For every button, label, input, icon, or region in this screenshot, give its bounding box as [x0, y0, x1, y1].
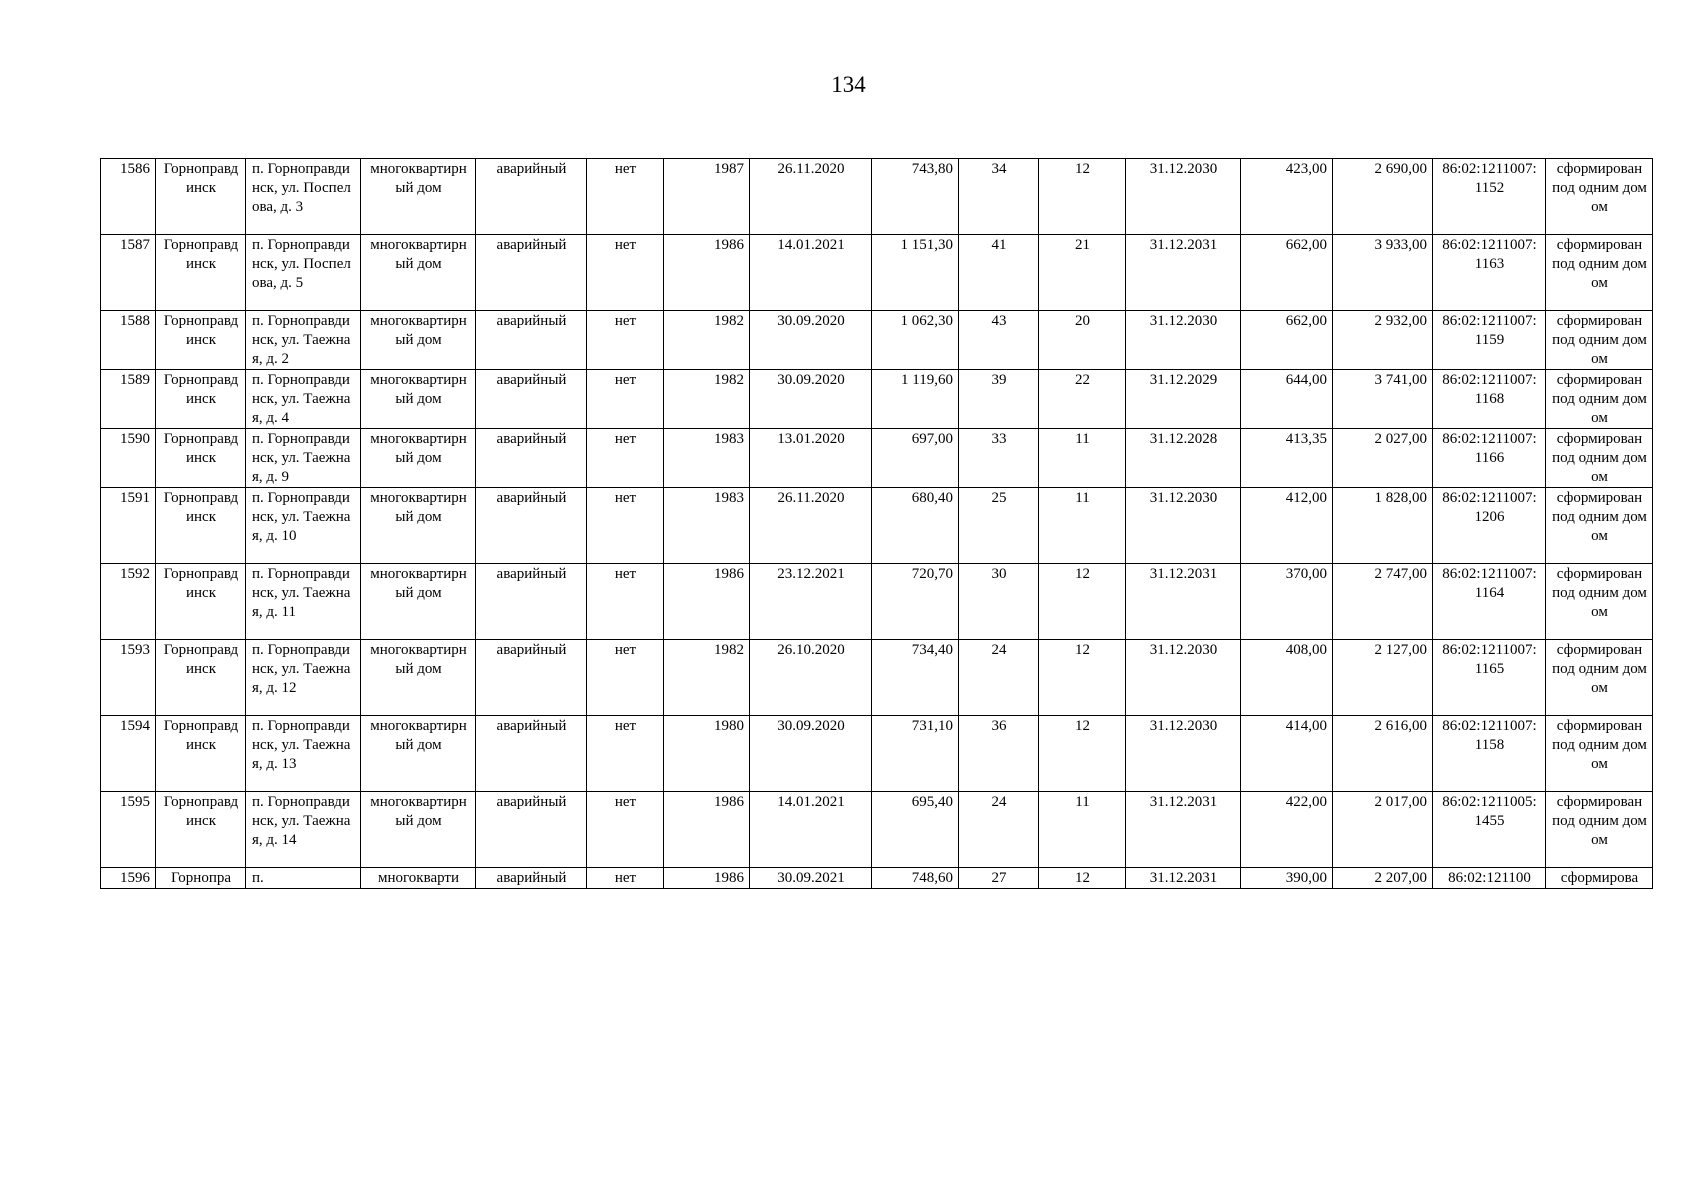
condition-cell: аварийный: [476, 716, 587, 792]
cadastral-number-cell: 86:02:1211007:1158: [1433, 716, 1546, 792]
build-year-cell: 1980: [664, 716, 750, 792]
row-number: 1586: [101, 159, 156, 235]
row-number: 1592: [101, 564, 156, 640]
table-row: [101, 488, 1653, 564]
condition-cell: аварийный: [476, 564, 587, 640]
build-year-cell: 1982: [664, 370, 750, 429]
building-type-cell: многоквартирный дом: [361, 159, 476, 235]
build-year-cell: 1986: [664, 792, 750, 868]
volume-cell: 2 932,00: [1333, 311, 1433, 370]
settlement-cell: Горноправдинск: [156, 429, 246, 488]
flag-cell: нет: [587, 488, 664, 564]
residents-cell: 30: [959, 564, 1039, 640]
volume-cell: 3 933,00: [1333, 235, 1433, 311]
build-year-cell: 1986: [664, 868, 750, 889]
settlement-cell: Горноправдинск: [156, 564, 246, 640]
table-row: [101, 159, 1653, 235]
area2-cell: 662,00: [1241, 311, 1333, 370]
settlement-cell: Горноправдинск: [156, 235, 246, 311]
address-cell: п. Горноправдинск, ул. Таежная, д. 11: [246, 564, 361, 640]
cadastral-number-cell: 86:02:1211007:1166: [1433, 429, 1546, 488]
volume-cell: 2 207,00: [1333, 868, 1433, 889]
condition-cell: аварийный: [476, 311, 587, 370]
table-row: [101, 429, 1653, 488]
note-cell: сформирован под одним домом: [1546, 792, 1653, 868]
building-type-cell: многокварти: [361, 868, 476, 889]
area-cell: 748,60: [872, 868, 959, 889]
volume-cell: 2 127,00: [1333, 640, 1433, 716]
note-cell: сформирова: [1546, 868, 1653, 889]
row-number: 1594: [101, 716, 156, 792]
row-number: 1593: [101, 640, 156, 716]
row-number: 1595: [101, 792, 156, 868]
units-cell: 21: [1039, 235, 1126, 311]
condition-cell: аварийный: [476, 370, 587, 429]
flag-cell: нет: [587, 370, 664, 429]
residents-cell: 41: [959, 235, 1039, 311]
row-number: 1596: [101, 868, 156, 889]
note-cell: сформирован под одним домом: [1546, 564, 1653, 640]
area2-cell: 390,00: [1241, 868, 1333, 889]
recognition-date-cell: 14.01.2021: [750, 235, 872, 311]
flag-cell: нет: [587, 429, 664, 488]
residents-cell: 24: [959, 640, 1039, 716]
recognition-date-cell: 26.11.2020: [750, 488, 872, 564]
row-number: 1588: [101, 311, 156, 370]
flag-cell: нет: [587, 792, 664, 868]
recognition-date-cell: 30.09.2020: [750, 311, 872, 370]
deadline-cell: 31.12.2029: [1126, 370, 1241, 429]
area-cell: 734,40: [872, 640, 959, 716]
condition-cell: аварийный: [476, 488, 587, 564]
build-year-cell: 1982: [664, 311, 750, 370]
table-row: [101, 640, 1653, 716]
recognition-date-cell: 30.09.2020: [750, 716, 872, 792]
residents-cell: 24: [959, 792, 1039, 868]
deadline-cell: 31.12.2031: [1126, 235, 1241, 311]
units-cell: 12: [1039, 564, 1126, 640]
note-cell: сформирован под одним домом: [1546, 640, 1653, 716]
deadline-cell: 31.12.2030: [1126, 159, 1241, 235]
area-cell: 680,40: [872, 488, 959, 564]
address-cell: п. Горноправдинск, ул. Таежная, д. 9: [246, 429, 361, 488]
area-cell: 1 119,60: [872, 370, 959, 429]
settlement-cell: Горноправдинск: [156, 370, 246, 429]
deadline-cell: 31.12.2030: [1126, 640, 1241, 716]
deadline-cell: 31.12.2030: [1126, 488, 1241, 564]
flag-cell: нет: [587, 311, 664, 370]
flag-cell: нет: [587, 640, 664, 716]
table-row: [101, 792, 1653, 868]
residents-cell: 25: [959, 488, 1039, 564]
address-cell: п. Горноправдинск, ул. Таежная, д. 2: [246, 311, 361, 370]
deadline-cell: 31.12.2030: [1126, 716, 1241, 792]
volume-cell: 1 828,00: [1333, 488, 1433, 564]
flag-cell: нет: [587, 716, 664, 792]
units-cell: 11: [1039, 429, 1126, 488]
address-cell: п. Горноправдинск, ул. Таежная, д. 10: [246, 488, 361, 564]
address-cell: п. Горноправдинск, ул. Таежная, д. 14: [246, 792, 361, 868]
area-cell: 720,70: [872, 564, 959, 640]
cadastral-number-cell: 86:02:1211007:1152: [1433, 159, 1546, 235]
residents-cell: 34: [959, 159, 1039, 235]
note-cell: сформирован под одним домом: [1546, 429, 1653, 488]
settlement-cell: Горноправдинск: [156, 311, 246, 370]
area2-cell: 423,00: [1241, 159, 1333, 235]
building-type-cell: многоквартирный дом: [361, 429, 476, 488]
deadline-cell: 31.12.2031: [1126, 792, 1241, 868]
table-row: [101, 311, 1653, 370]
area-cell: 695,40: [872, 792, 959, 868]
table-row: [101, 716, 1653, 792]
area2-cell: 408,00: [1241, 640, 1333, 716]
note-cell: сформирован под одним домом: [1546, 370, 1653, 429]
settlement-cell: Горноправдинск: [156, 716, 246, 792]
note-cell: сформирован под одним домом: [1546, 235, 1653, 311]
flag-cell: нет: [587, 235, 664, 311]
table-row: [101, 235, 1653, 311]
recognition-date-cell: 26.10.2020: [750, 640, 872, 716]
building-type-cell: многоквартирный дом: [361, 792, 476, 868]
area2-cell: 644,00: [1241, 370, 1333, 429]
area-cell: 731,10: [872, 716, 959, 792]
cadastral-number-cell: 86:02:1211007:1165: [1433, 640, 1546, 716]
row-number: 1589: [101, 370, 156, 429]
build-year-cell: 1986: [664, 564, 750, 640]
flag-cell: нет: [587, 564, 664, 640]
area2-cell: 413,35: [1241, 429, 1333, 488]
page-number: 134: [831, 72, 866, 97]
residents-cell: 27: [959, 868, 1039, 889]
flag-cell: нет: [587, 868, 664, 889]
cadastral-number-cell: 86:02:121100: [1433, 868, 1546, 889]
build-year-cell: 1987: [664, 159, 750, 235]
building-type-cell: многоквартирный дом: [361, 235, 476, 311]
row-number: 1587: [101, 235, 156, 311]
cadastral-number-cell: 86:02:1211007:1163: [1433, 235, 1546, 311]
units-cell: 12: [1039, 716, 1126, 792]
address-cell: п. Горноправдинск, ул. Поспелова, д. 3: [246, 159, 361, 235]
building-type-cell: многоквартирный дом: [361, 640, 476, 716]
settlement-cell: Горноправдинск: [156, 792, 246, 868]
settlement-cell: Горнопра: [156, 868, 246, 889]
settlement-cell: Горноправдинск: [156, 488, 246, 564]
volume-cell: 2 017,00: [1333, 792, 1433, 868]
address-cell: п. Горноправдинск, ул. Таежная, д. 13: [246, 716, 361, 792]
area2-cell: 662,00: [1241, 235, 1333, 311]
address-cell: п. Горноправдинск, ул. Таежная, д. 4: [246, 370, 361, 429]
address-cell: п. Горноправдинск, ул. Таежная, д. 12: [246, 640, 361, 716]
residents-cell: 43: [959, 311, 1039, 370]
deadline-cell: 31.12.2031: [1126, 868, 1241, 889]
area-cell: 743,80: [872, 159, 959, 235]
units-cell: 12: [1039, 640, 1126, 716]
area-cell: 697,00: [872, 429, 959, 488]
note-cell: сформирован под одним домом: [1546, 488, 1653, 564]
housing-registry-table: [100, 158, 1653, 889]
build-year-cell: 1983: [664, 429, 750, 488]
recognition-date-cell: 30.09.2021: [750, 868, 872, 889]
recognition-date-cell: 13.01.2020: [750, 429, 872, 488]
deadline-cell: 31.12.2030: [1126, 311, 1241, 370]
building-type-cell: многоквартирный дом: [361, 370, 476, 429]
table-row: [101, 370, 1653, 429]
building-type-cell: многоквартирный дом: [361, 488, 476, 564]
row-number: 1591: [101, 488, 156, 564]
volume-cell: 2 747,00: [1333, 564, 1433, 640]
residents-cell: 33: [959, 429, 1039, 488]
units-cell: 12: [1039, 868, 1126, 889]
address-cell: п. Горноправдинск, ул. Поспелова, д. 5: [246, 235, 361, 311]
recognition-date-cell: 23.12.2021: [750, 564, 872, 640]
condition-cell: аварийный: [476, 792, 587, 868]
cadastral-number-cell: 86:02:1211007:1168: [1433, 370, 1546, 429]
units-cell: 20: [1039, 311, 1126, 370]
table-row: [101, 868, 1653, 889]
deadline-cell: 31.12.2028: [1126, 429, 1241, 488]
condition-cell: аварийный: [476, 159, 587, 235]
area2-cell: 422,00: [1241, 792, 1333, 868]
area-cell: 1 062,30: [872, 311, 959, 370]
condition-cell: аварийный: [476, 429, 587, 488]
recognition-date-cell: 30.09.2020: [750, 370, 872, 429]
units-cell: 22: [1039, 370, 1126, 429]
building-type-cell: многоквартирный дом: [361, 564, 476, 640]
build-year-cell: 1983: [664, 488, 750, 564]
settlement-cell: Горноправдинск: [156, 640, 246, 716]
volume-cell: 2 616,00: [1333, 716, 1433, 792]
table-row: [101, 564, 1653, 640]
cadastral-number-cell: 86:02:1211005:1455: [1433, 792, 1546, 868]
note-cell: сформирован под одним домом: [1546, 716, 1653, 792]
deadline-cell: 31.12.2031: [1126, 564, 1241, 640]
units-cell: 11: [1039, 792, 1126, 868]
area2-cell: 370,00: [1241, 564, 1333, 640]
row-number: 1590: [101, 429, 156, 488]
volume-cell: 3 741,00: [1333, 370, 1433, 429]
building-type-cell: многоквартирный дом: [361, 716, 476, 792]
units-cell: 12: [1039, 159, 1126, 235]
note-cell: сформирован под одним домом: [1546, 311, 1653, 370]
cadastral-number-cell: 86:02:1211007:1159: [1433, 311, 1546, 370]
address-cell: п.: [246, 868, 361, 889]
condition-cell: аварийный: [476, 640, 587, 716]
area2-cell: 414,00: [1241, 716, 1333, 792]
area2-cell: 412,00: [1241, 488, 1333, 564]
cadastral-number-cell: 86:02:1211007:1164: [1433, 564, 1546, 640]
area-cell: 1 151,30: [872, 235, 959, 311]
units-cell: 11: [1039, 488, 1126, 564]
cadastral-number-cell: 86:02:1211007:1206: [1433, 488, 1546, 564]
volume-cell: 2 690,00: [1333, 159, 1433, 235]
build-year-cell: 1986: [664, 235, 750, 311]
residents-cell: 39: [959, 370, 1039, 429]
build-year-cell: 1982: [664, 640, 750, 716]
condition-cell: аварийный: [476, 868, 587, 889]
building-type-cell: многоквартирный дом: [361, 311, 476, 370]
condition-cell: аварийный: [476, 235, 587, 311]
flag-cell: нет: [587, 159, 664, 235]
note-cell: сформирован под одним домом: [1546, 159, 1653, 235]
volume-cell: 2 027,00: [1333, 429, 1433, 488]
recognition-date-cell: 26.11.2020: [750, 159, 872, 235]
recognition-date-cell: 14.01.2021: [750, 792, 872, 868]
residents-cell: 36: [959, 716, 1039, 792]
settlement-cell: Горноправдинск: [156, 159, 246, 235]
